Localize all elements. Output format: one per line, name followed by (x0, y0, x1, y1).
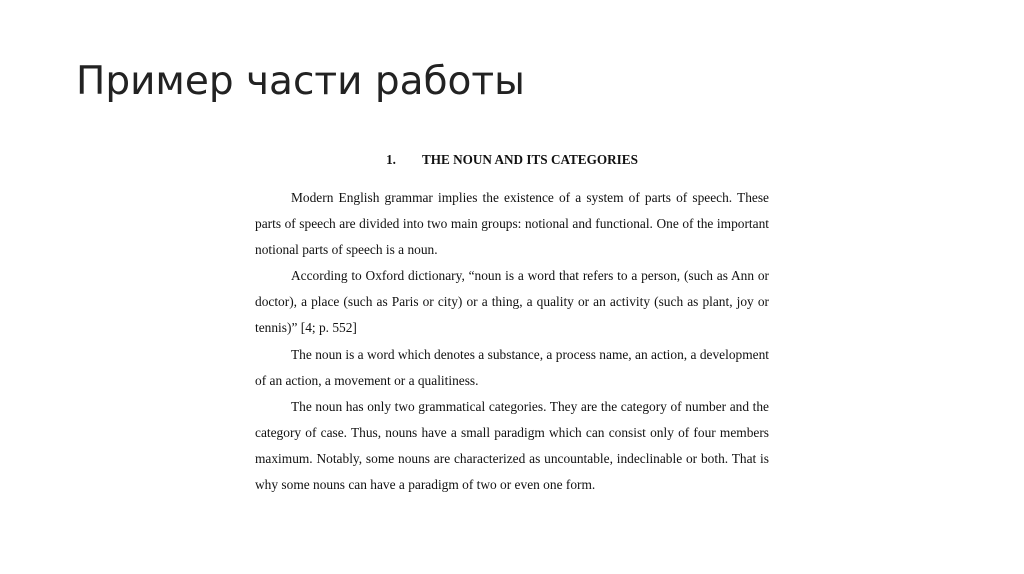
document-excerpt (255, 147, 769, 498)
paragraph-2: According to Oxford dictionary, “noun is a word that refers to a person, (such as Ann or doctor), a place (such as Paris or city) or a thing, a quality or an activity (such as plant, joy or tennis)” [4; p. 552] (255, 268, 769, 336)
paragraph-3: The noun is a word which denotes a substance, a process name, an action, a development of an action, a movement or a qualitiness. (255, 346, 769, 388)
section-heading (255, 147, 769, 173)
section-number: 1. (386, 152, 396, 167)
paragraph-1: Modern English grammar implies the existence of a system of parts of speech. These parts of speech are divided into two main groups: notional and functional. One of the important notional parts of speech is a noun. (255, 190, 769, 258)
paragraph-4: The noun has only two grammatical categories. They are the category of number and the category of case. Thus, nouns have a small paradigm which can consist only of four members maximum. Notably, some nouns are characterized as uncountable, indeclinable or both. That is why some nouns can have a paradigm of two or even one form. (255, 398, 769, 493)
section-title: THE NOUN AND ITS CATEGORIES (421, 152, 638, 167)
slide-title: Пример части работы (76, 59, 525, 104)
